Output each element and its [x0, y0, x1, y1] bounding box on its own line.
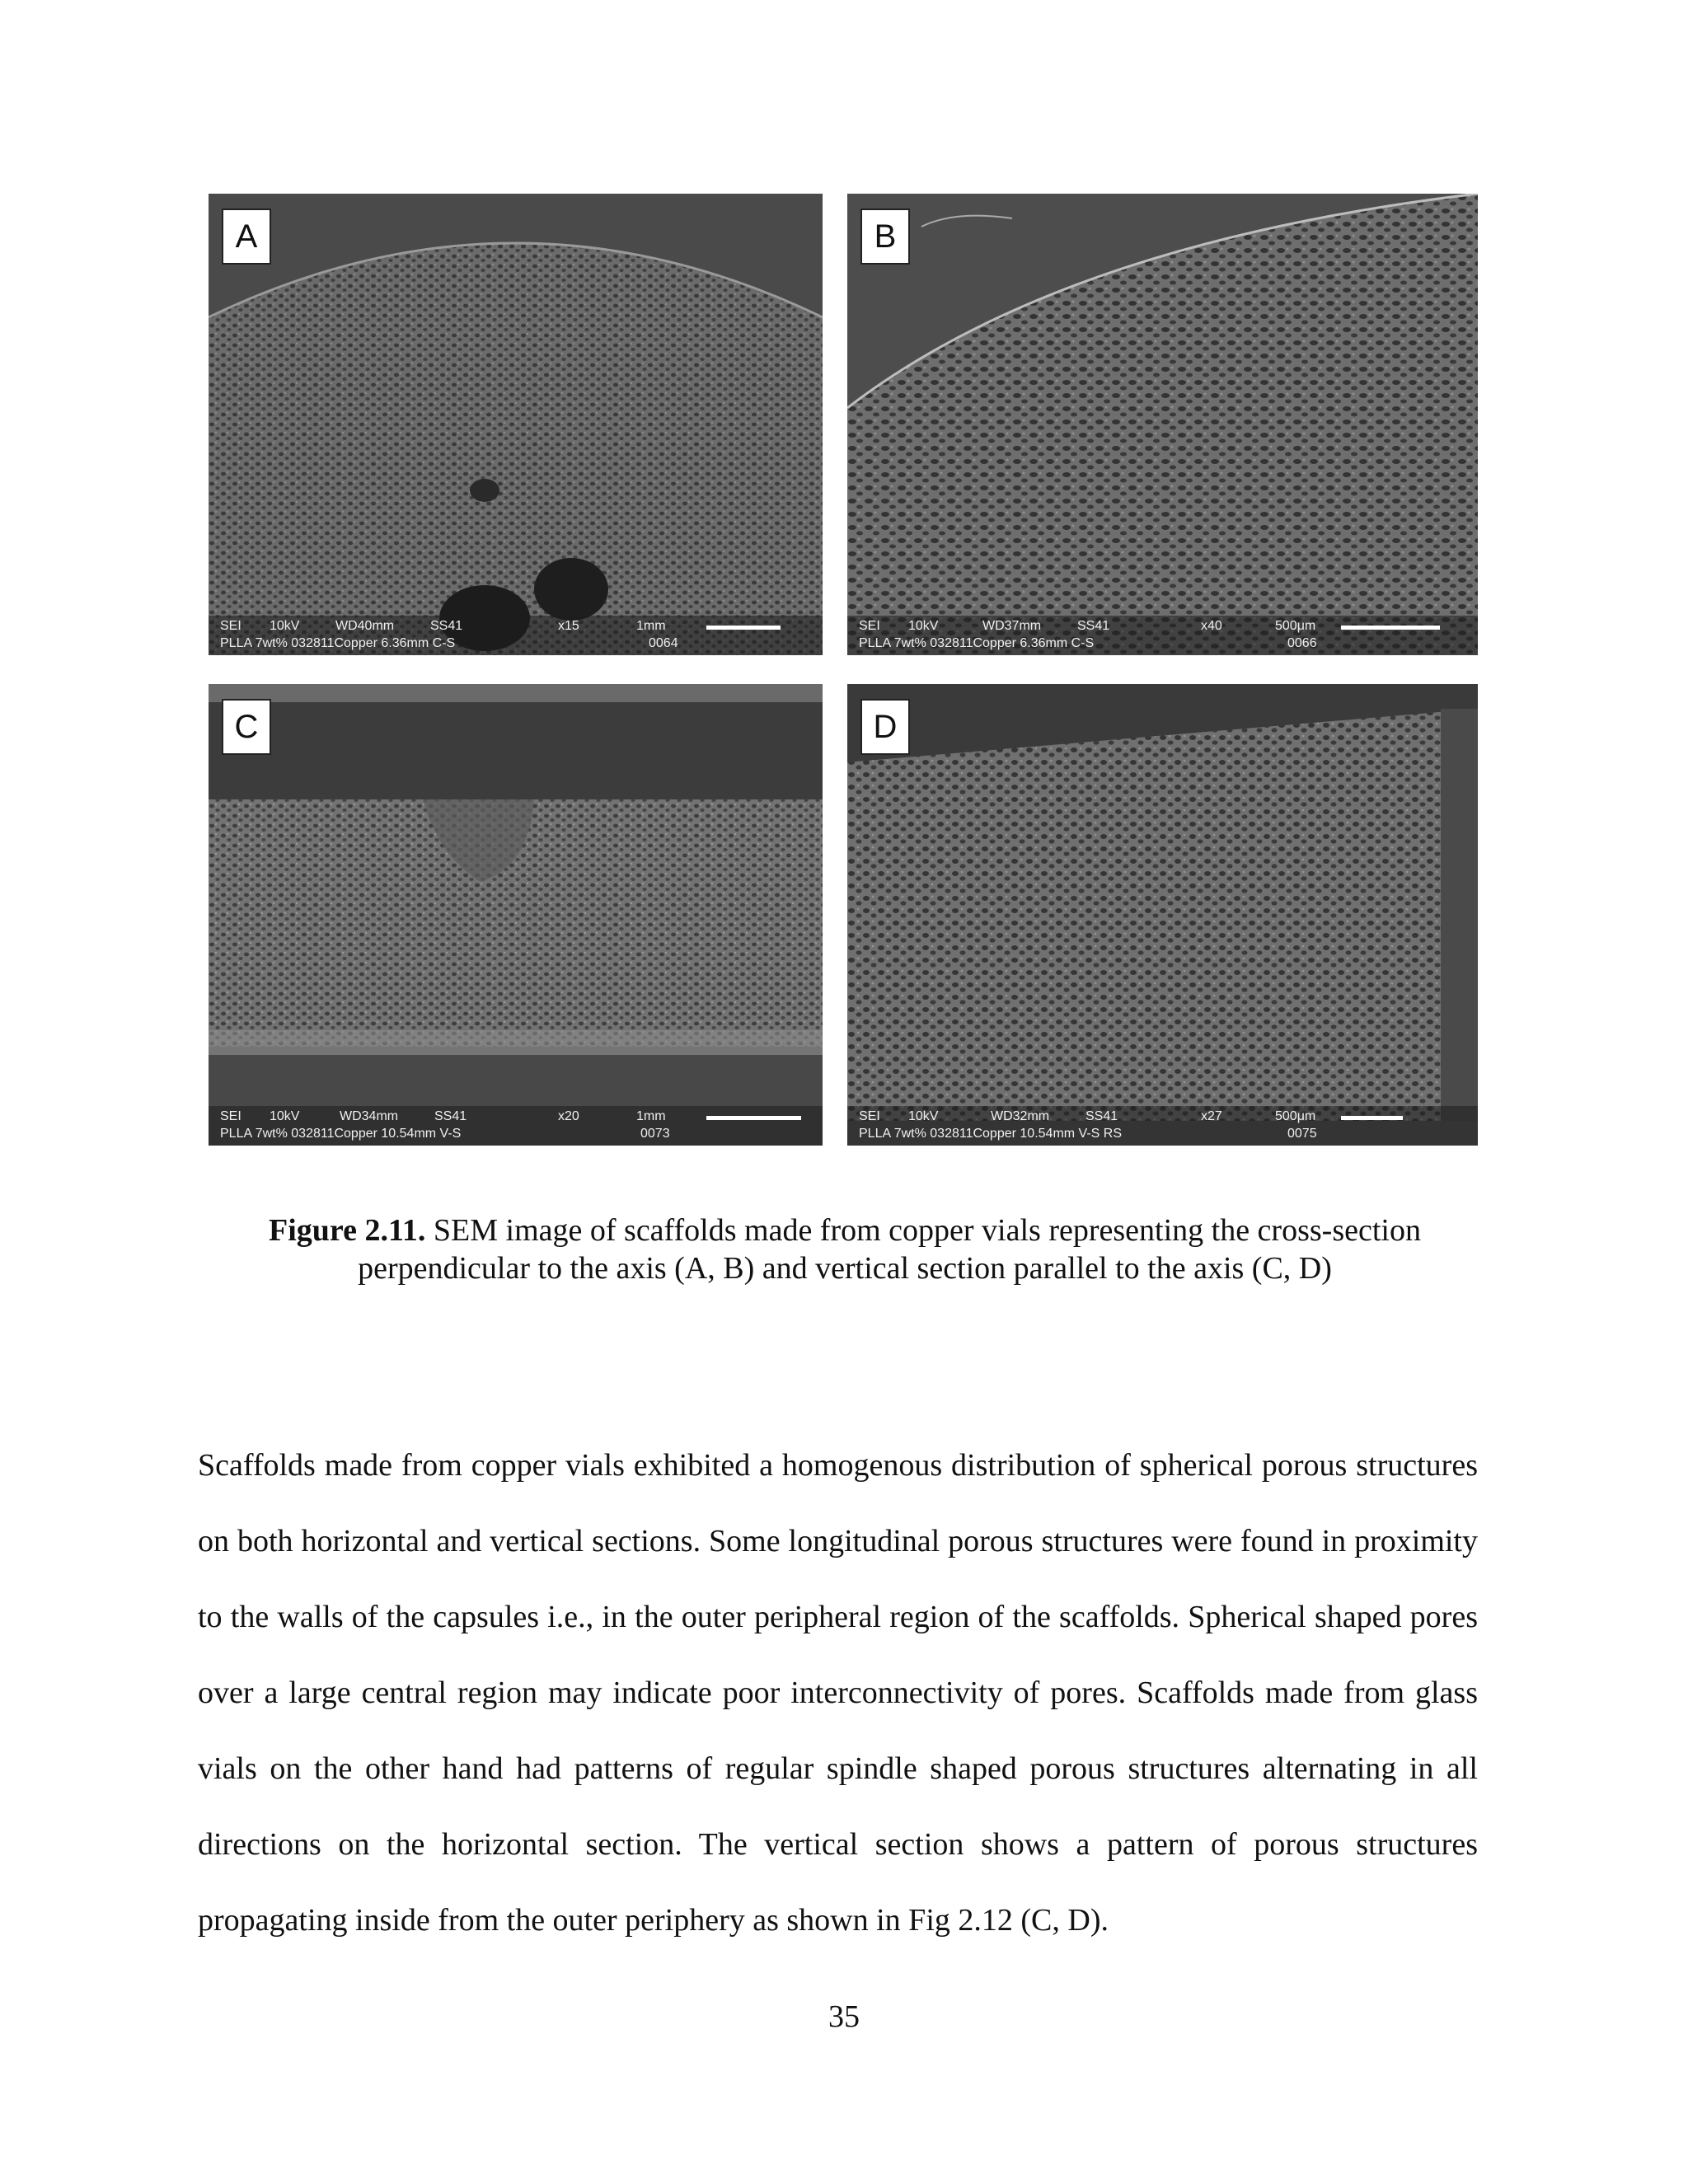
scale-bar: [706, 626, 781, 630]
sem-sample-id: PLLA 7wt% 032811Copper 6.36mm C-S: [220, 636, 456, 650]
scale-bar: [1341, 1116, 1403, 1120]
panel-label-d: D: [860, 699, 910, 755]
sem-spot-size: SS41: [1085, 1109, 1118, 1123]
sem-info-bar-c: [209, 1106, 823, 1146]
sem-working-distance: WD40mm: [335, 619, 395, 633]
sem-panel-b: [847, 194, 1478, 655]
sem-image-a: [209, 194, 823, 655]
sem-image-number: 0064: [649, 636, 678, 650]
sem-image-d: [847, 684, 1478, 1146]
sem-image-number: 0066: [1287, 636, 1317, 650]
scale-bar: [706, 1116, 801, 1120]
sem-voltage: 10kV: [270, 619, 300, 633]
panel-label-c: C: [222, 699, 271, 755]
sem-working-distance: WD37mm: [982, 619, 1042, 633]
sem-working-distance: WD34mm: [340, 1109, 399, 1123]
sem-info-bar-d: [847, 1106, 1478, 1146]
body-text: [198, 1427, 1478, 1958]
sem-voltage: 10kV: [908, 1109, 939, 1123]
body-paragraph: Scaffolds made from copper vials exhibited a homogenous distribution of spherical porous structures on both horizontal and vertical sections. Some longitudinal porous structures were found in proximity to the walls of the capsules i.e., in the outer peripheral region of the scaffolds. Spherical shaped pores over a large central region may indicate poor interconnectivity of pores. Scaffolds made from glass vials on the other hand had patterns of regular spindle shaped porous structures alternating in all directions on the horizontal section. The vertical section shows a pattern of porous structures propagating inside from the outer periphery as shown in Fig 2.12 (C, D).: [198, 1448, 1478, 1938]
sem-spot-size: SS41: [430, 619, 463, 633]
page-number: 35: [828, 1999, 860, 2034]
sem-voltage: 10kV: [270, 1109, 300, 1123]
sem-magnification: x15: [558, 619, 579, 633]
sem-sample-id: PLLA 7wt% 032811Copper 10.54mm V-S RS: [859, 1127, 1122, 1141]
sem-image-c: [209, 684, 823, 1146]
sem-detector: SEI: [859, 1109, 880, 1123]
sem-scale-value: 1mm: [636, 619, 666, 633]
sem-magnification: x27: [1201, 1109, 1222, 1123]
sem-detector: SEI: [220, 1109, 241, 1123]
sem-spot-size: SS41: [1077, 619, 1110, 633]
sem-image-b: [847, 194, 1478, 655]
sem-sample-id: PLLA 7wt% 032811Copper 10.54mm V-S: [220, 1127, 462, 1141]
sem-panel-c: [209, 684, 823, 1146]
scale-bar: [1341, 626, 1440, 630]
sem-detector: SEI: [859, 619, 880, 633]
sem-info-bar-b: [847, 616, 1478, 655]
panel-label-b: B: [860, 209, 910, 265]
sem-image-number: 0073: [640, 1127, 670, 1141]
figure-caption-text: SEM image of scaffolds made from copper vials representing the cross-section perpendicular to the axis (A, B) and vertical section parallel to the axis (C, D): [358, 1213, 1421, 1286]
sem-panel-d: [847, 684, 1478, 1146]
sem-sample-id: PLLA 7wt% 032811Copper 6.36mm C-S: [859, 636, 1095, 650]
sem-panel-a: [209, 194, 823, 655]
sem-magnification: x20: [558, 1109, 579, 1123]
panel-label-a: A: [222, 209, 271, 265]
sem-magnification: x40: [1201, 619, 1222, 633]
sem-scale-value: 500μm: [1275, 619, 1316, 633]
sem-spot-size: SS41: [434, 1109, 467, 1123]
sem-detector: SEI: [220, 619, 241, 633]
figure-caption: [231, 1212, 1459, 1287]
sem-figure: [209, 194, 1478, 1154]
sem-image-number: 0075: [1287, 1127, 1317, 1141]
sem-info-bar-a: [209, 616, 823, 655]
sem-working-distance: WD32mm: [991, 1109, 1050, 1123]
sem-scale-value: 1mm: [636, 1109, 666, 1123]
sem-voltage: 10kV: [908, 619, 939, 633]
sem-scale-value: 500μm: [1275, 1109, 1316, 1123]
figure-caption-label: Figure 2.11.: [269, 1213, 426, 1248]
